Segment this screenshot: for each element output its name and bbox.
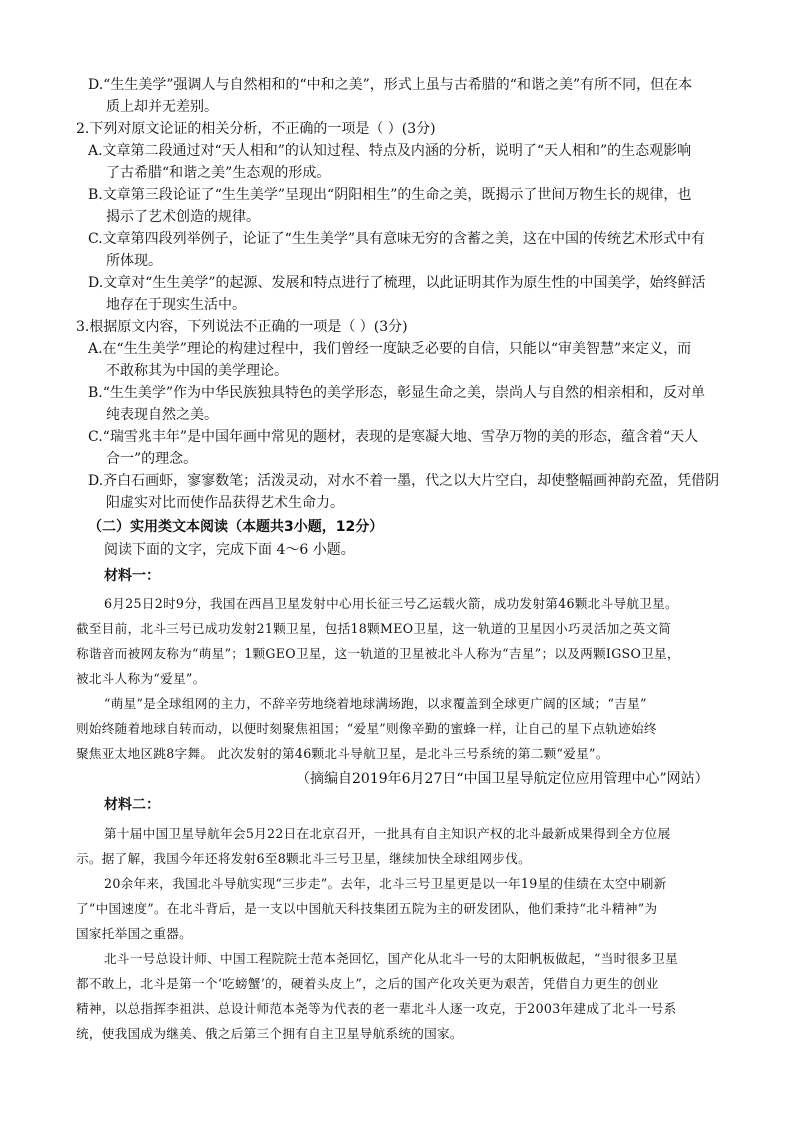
material2-p3-line2: 都不敢上，北斗是第一个‘吃螃蟹’的，硬着头皮上”，之后的国产化攻关更为艰苦，凭借自力更生的创业	[76, 976, 659, 991]
q2-option-b-line1: B.文章第三段论证了“生生美学”呈现出“阴阳相生”的生命之美，既揭示了世间万物生长的规律，也	[88, 187, 692, 203]
material2-p2-line3: 国家托举国之重器。	[76, 926, 193, 941]
section2-title: （二）实用类文本阅读（本题共3小题，12分）	[88, 519, 384, 535]
q1-option-d-line1: D.“生生美学”强调人与自然相和的“中和之美”，形式上虽与古希腊的“和谐之美”有所不同，但在本	[88, 77, 693, 93]
q2-option-c-line1: C.文章第四段列举例子，论证了“生生美学”具有意味无穷的含蓄之美，这在中国的传统艺术形式中有	[88, 231, 705, 247]
material1-p1-line3: 称谐音而被网友称为“萌星”；1颗GEO卫星，这一轨道的卫星被北斗人称为“吉星”；以及两颗IGSO卫星，	[76, 646, 680, 661]
q3-option-c-line1: C.“瑞雪兆丰年”是中国年画中常见的题材，表现的是寒凝大地、雪孕万物的美的形态，蕴含着“天人	[88, 429, 699, 445]
q2-option-d-line2: 地存在于现实生活中。	[106, 297, 246, 313]
q2-stem: 2.下列对原文论证的相关分析，不正确的一项是（ ）(3分)	[76, 121, 436, 137]
material2-p2-line2: 了“中国速度”。在北斗背后，是一支以中国航天科技集团五院为主的研发团队，他们秉持“北斗精神”为	[76, 901, 658, 916]
material1-p2-line1: “萌星”是全球组网的主力，不辞辛劳地绕着地球满场跑，以求覆盖到全球更广阔的区域；“吉星”	[104, 696, 647, 711]
q3-stem: 3.根据原文内容，下列说法不正确的一项是（ ）(3分)	[76, 319, 408, 335]
material1-p2-line2: 则始终随着地球自转而动，以便时刻聚焦祖国；“爱星”则像辛勤的蜜蜂一样，让自己的星下点轨迹始终	[76, 721, 657, 736]
material1-heading: 材料一：	[104, 568, 160, 584]
q2-option-a-line2: 了古希腊“和谐之美”生态观的形成。	[106, 165, 331, 181]
material1-p1-line4: 被北斗人称为“爱星”。	[76, 671, 206, 686]
material2-p2-line1: 20余年来，我国北斗导航实现“三步走”。去年，北斗三号卫星更是以一年19星的佳绩在太空中刷新	[104, 876, 667, 891]
material2-p3-line4: 统，使我国成为继美、俄之后第三个拥有自主卫星导航系统的国家。	[76, 1026, 463, 1041]
material1-p1-line1: 6月25日2时9分，我国在西昌卫星发射中心用长征三号乙运载火箭，成功发射第46颗北斗导航卫星。	[104, 596, 678, 611]
q3-option-b-line2: 纯表现自然之美。	[106, 407, 218, 423]
material2-p1-line1: 第十届中国卫星导航年会5月22日在北京召开，一批具有自主知识产权的北斗最新成果得到全方位展	[104, 826, 671, 841]
q2-option-c-line2: 所体现。	[106, 253, 162, 269]
material1-p2-line3: 聚焦亚太地区跳8字舞。 此次发射的第46颗北斗导航卫星，是北斗三号系统的第二颗“爱星”。	[76, 746, 609, 761]
q1-option-d-line2: 质上却并无差别。	[106, 99, 218, 115]
q3-option-d-line1: D.齐白石画虾，寥寥数笔；活泼灵动，对水不着一墨，代之以大片空白，却使整幅画神韵充盈，凭借阴	[88, 473, 720, 489]
material2-p1-line2: 示。据了解，我国今年还将发射6至8颗北斗三号卫星，继续加快全球组网步伐。	[76, 851, 532, 866]
q2-option-d-line1: D.文章对“生生美学”的起源、发展和特点进行了梳理，以此证明其作为原生性的中国美学，始终鲜活	[88, 275, 706, 291]
q3-option-d-line2: 阳虚实对比而使作品获得艺术生命力。	[106, 495, 344, 511]
q2-option-a-line1: A.文章第二段通过对“天人相和”的认知过程、特点及内涵的分析，说明了“天人相和”的生态观影响	[88, 143, 692, 159]
q2-option-b-line2: 揭示了艺术创造的规律。	[106, 209, 260, 225]
material2-heading: 材料二：	[104, 797, 160, 813]
material2-p3-line3: 精神，以总指挥李祖洪、总设计师范本尧等为代表的老一辈北斗人逐一攻克，于2003年建成了北斗一号系	[76, 1001, 677, 1016]
material1-source: （摘编自2019年6月27日“中国卫星导航定位应用管理中心”网站）	[296, 771, 709, 787]
q3-option-c-line2: 合一”的理念。	[106, 451, 198, 467]
q3-option-a-line1: A.在“生生美学”理论的构建过程中，我们曾经一度缺乏必要的自信，只能以“审美智慧”来定义，而	[88, 341, 692, 357]
section2-instruction: 阅读下面的文字，完成下面 4～6 小题。	[104, 542, 355, 558]
material2-p3-line1: 北斗一号总设计师、中国工程院院士范本尧回忆，国产化从北斗一号的太阳帆板做起，“当时很多卫星	[104, 951, 679, 966]
material1-p1-line2: 截至目前，北斗三号已成功发射21颗卫星，包括18颗MEO卫星，这一轨道的卫星因小巧灵活加之英文简	[76, 621, 672, 636]
q3-option-a-line2: 不敢称其为中国的美学理论。	[106, 363, 288, 379]
q3-option-b-line1: B.“生生美学”作为中华民族独具特色的美学形态，彰显生命之美，崇尚人与自然的相亲相和，反对单	[88, 385, 706, 401]
